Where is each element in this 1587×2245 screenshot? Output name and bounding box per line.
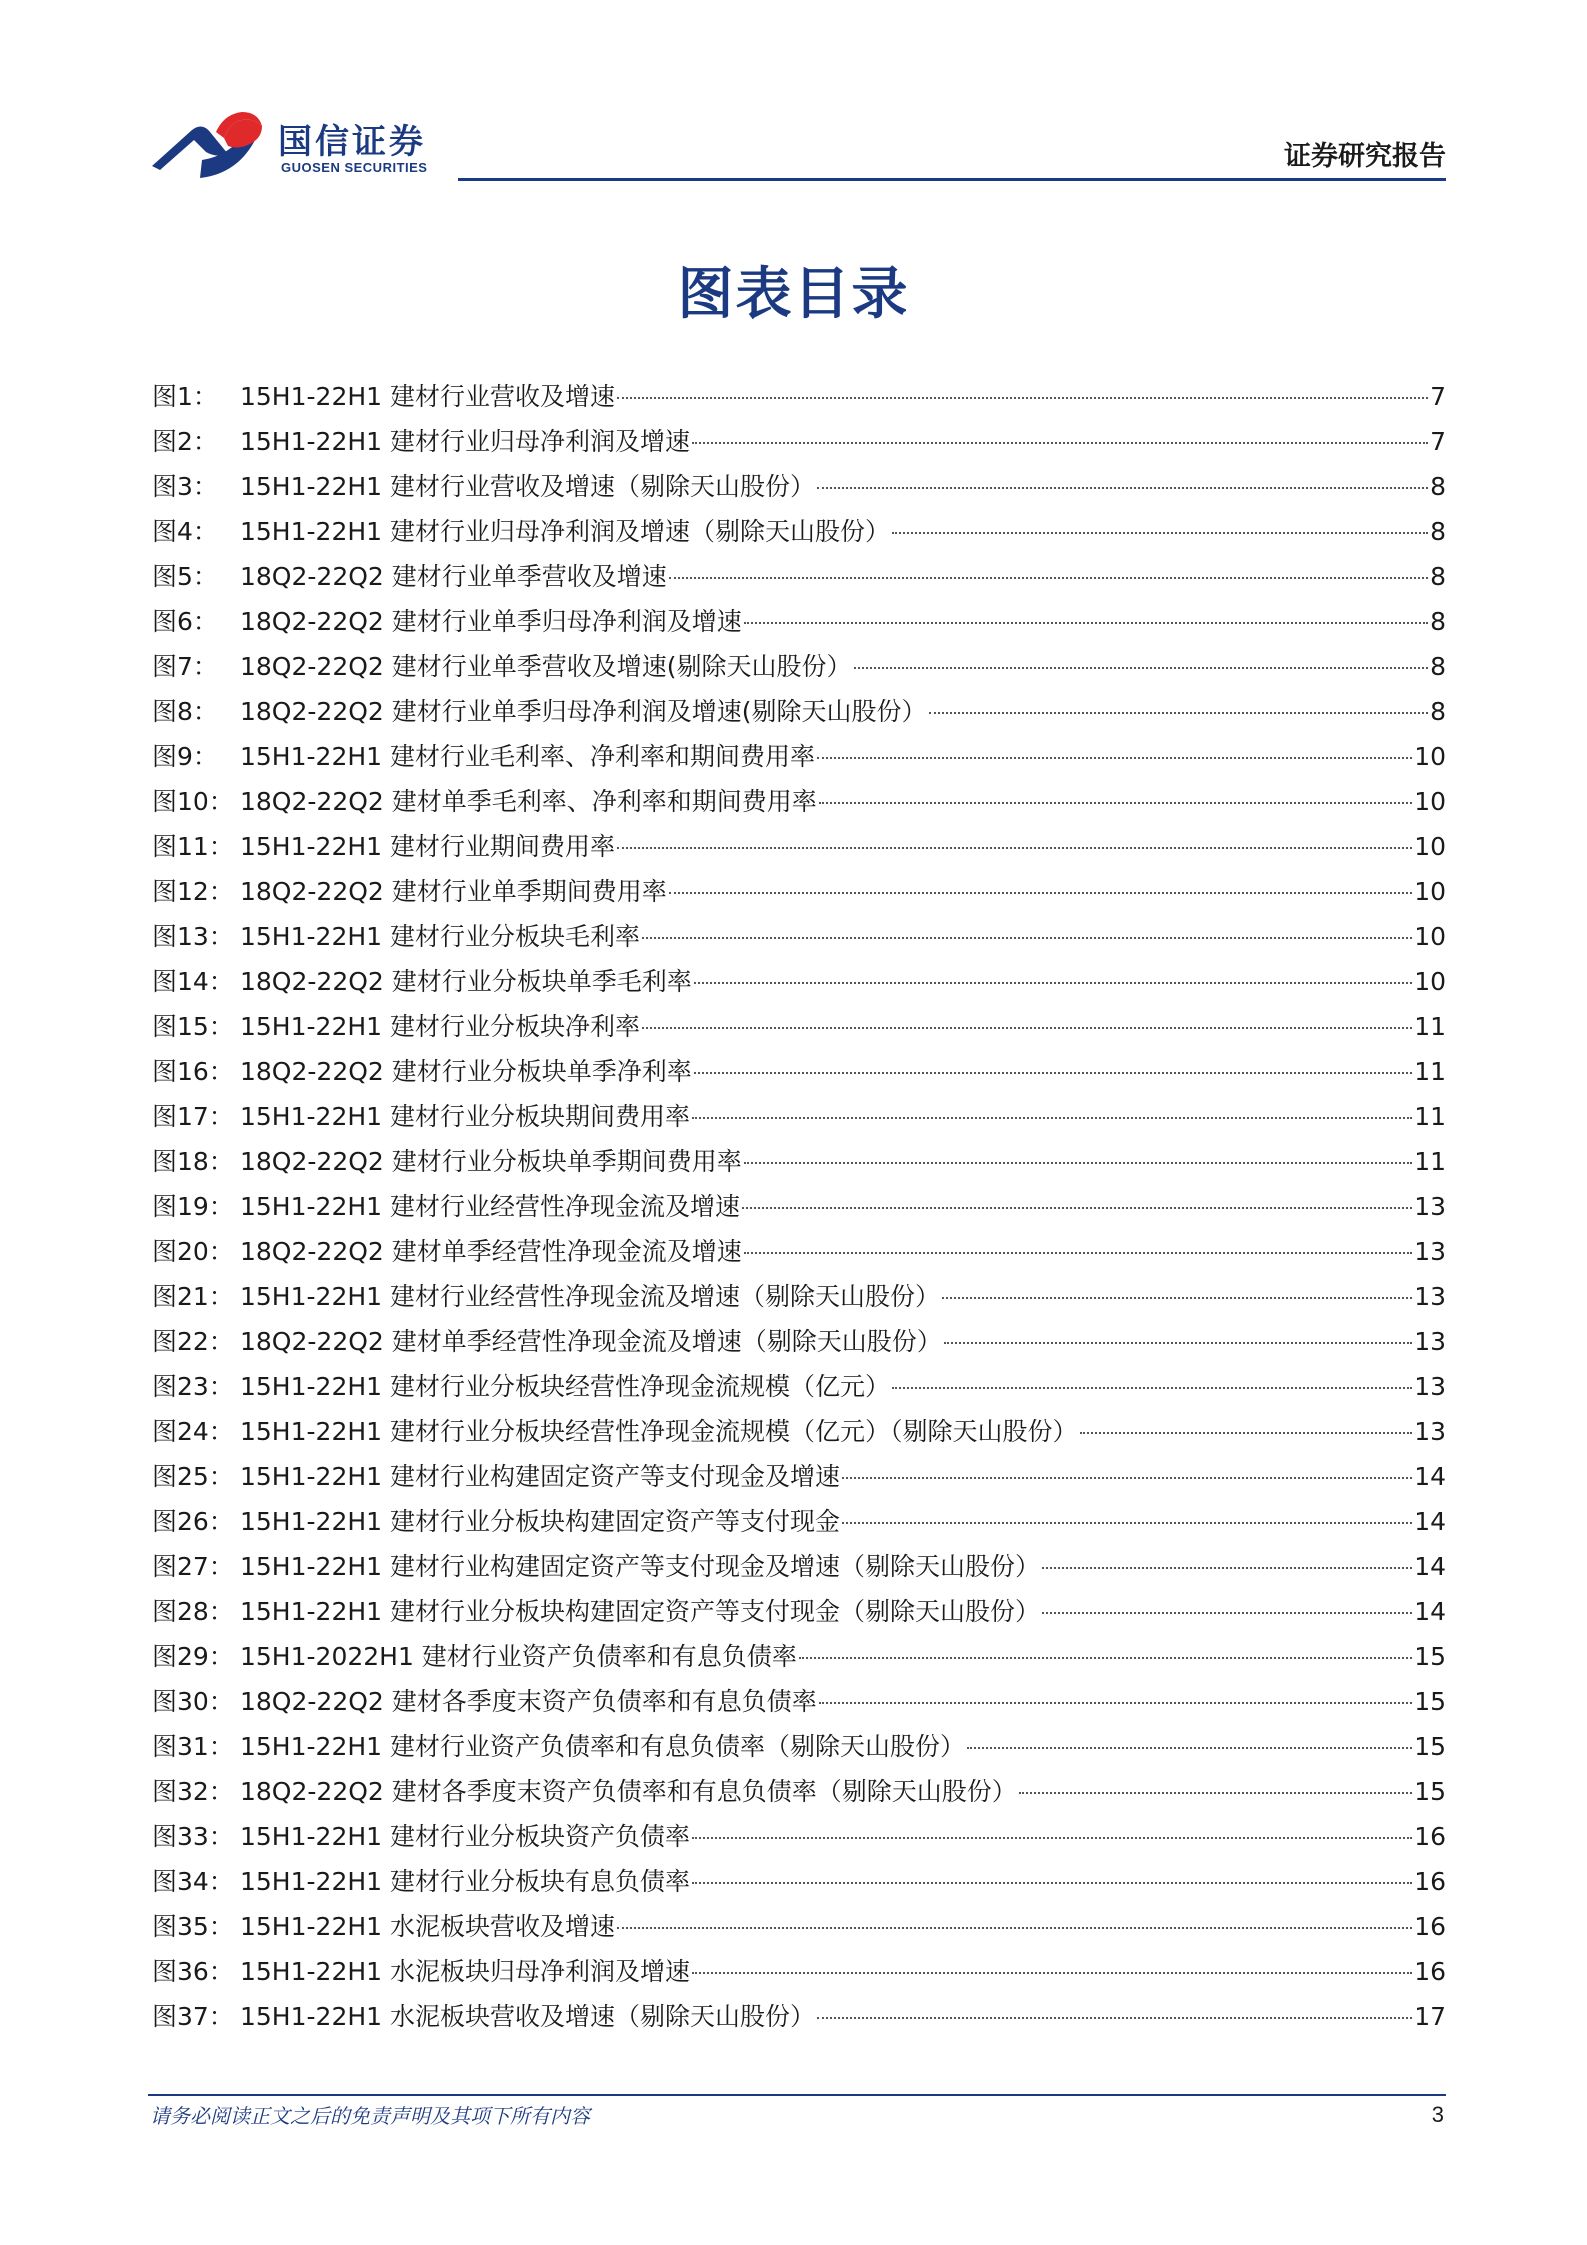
toc-entry-label: 图8： [152, 697, 218, 726]
toc-dot-leader [692, 1971, 1412, 1974]
toc-entry-title: 15H1-22H1 水泥板块营收及增速（剔除天山股份） [240, 2002, 816, 2031]
toc-entry-page: 7 [1430, 427, 1446, 456]
toc-entry[interactable] [152, 1364, 1446, 1409]
toc-entry[interactable] [152, 1814, 1446, 1859]
toc-entry-page: 13 [1414, 1372, 1446, 1401]
toc-dot-leader [669, 576, 1428, 579]
toc-entry-page: 16 [1414, 1957, 1446, 1986]
toc-entry-page: 8 [1430, 517, 1446, 546]
toc-entry-page: 11 [1414, 1057, 1446, 1086]
toc-entry-label: 图19： [152, 1192, 234, 1221]
toc-entry[interactable] [152, 914, 1446, 959]
toc-dot-leader [799, 1656, 1412, 1659]
toc-dot-leader [744, 1161, 1412, 1164]
toc-entry[interactable] [152, 554, 1446, 599]
toc-entry-title: 18Q2-22Q2 建材行业单季归母净利润及增速 [240, 607, 742, 636]
toc-dot-leader [1042, 1566, 1412, 1569]
toc-entry-page: 11 [1414, 1102, 1446, 1131]
toc-entry-page: 8 [1430, 607, 1446, 636]
logo-english-name: GUOSEN SECURITIES [281, 160, 428, 175]
toc-entry-title: 15H1-22H1 建材行业归母净利润及增速 [240, 427, 691, 456]
toc-entry-label: 图23： [152, 1372, 234, 1401]
toc-entry-label: 图36： [152, 1957, 234, 1986]
toc-entry-title: 15H1-2022H1 建材行业资产负债率和有息负债率 [240, 1642, 797, 1671]
toc-entry-page: 11 [1414, 1147, 1446, 1176]
toc-entry-title: 18Q2-22Q2 建材单季经营性净现金流及增速（剔除天山股份） [240, 1327, 942, 1356]
toc-entry-title: 18Q2-22Q2 建材行业分板块单季期间费用率 [240, 1147, 742, 1176]
header-divider [458, 178, 1446, 181]
toc-entry[interactable] [152, 1544, 1446, 1589]
toc-entry-title: 15H1-22H1 建材行业分板块构建固定资产等支付现金（剔除天山股份） [240, 1597, 1041, 1626]
toc-entry[interactable] [152, 1859, 1446, 1904]
toc-dot-leader [892, 531, 1428, 534]
toc-entry[interactable] [152, 1184, 1446, 1229]
toc-entry-label: 图21： [152, 1282, 234, 1311]
toc-entry[interactable] [152, 734, 1446, 779]
toc-dot-leader [669, 891, 1412, 894]
toc-dot-leader [744, 1251, 1412, 1254]
toc-entry-page: 17 [1414, 2002, 1446, 2031]
toc-entry-page: 13 [1414, 1282, 1446, 1311]
toc-dot-leader [817, 756, 1412, 759]
toc-entry[interactable] [152, 869, 1446, 914]
toc-entry-label: 图10： [152, 787, 234, 816]
toc-entry-title: 18Q2-22Q2 建材行业单季营收及增速(剔除天山股份） [240, 652, 852, 681]
toc-entry[interactable] [152, 374, 1446, 419]
toc-entry-page: 14 [1414, 1597, 1446, 1626]
toc-entry-label: 图1： [152, 382, 218, 411]
toc-entry[interactable] [152, 1499, 1446, 1544]
toc-entry[interactable] [152, 689, 1446, 734]
toc-entry-label: 图14： [152, 967, 234, 996]
toc-entry[interactable] [152, 509, 1446, 554]
toc-entry-title: 15H1-22H1 建材行业分板块毛利率 [240, 922, 641, 951]
toc-entry-page: 10 [1414, 742, 1446, 771]
toc-entry-page: 14 [1414, 1552, 1446, 1581]
toc-entry-title: 18Q2-22Q2 建材行业单季期间费用率 [240, 877, 667, 906]
toc-dot-leader [642, 1026, 1412, 1029]
toc-dot-leader [1080, 1431, 1413, 1434]
toc-entry-page: 8 [1430, 697, 1446, 726]
toc-entry-label: 图29： [152, 1642, 234, 1671]
toc-entry-page: 15 [1414, 1777, 1446, 1806]
toc-entry[interactable] [152, 1409, 1446, 1454]
toc-entry[interactable] [152, 1904, 1446, 1949]
footer-divider [148, 2094, 1446, 2096]
toc-entry-title: 15H1-22H1 建材行业分板块经营性净现金流规模（亿元） [240, 1372, 891, 1401]
toc-entry[interactable] [152, 779, 1446, 824]
toc-entry-title: 18Q2-22Q2 建材各季度末资产负债率和有息负债率（剔除天山股份） [240, 1777, 1017, 1806]
toc-dot-leader [617, 396, 1428, 399]
toc-entry-label: 图27： [152, 1552, 234, 1581]
toc-entry-label: 图33： [152, 1822, 234, 1851]
toc-entry-label: 图32： [152, 1777, 234, 1806]
toc-dot-leader [817, 2016, 1412, 2019]
toc-dot-leader [854, 666, 1429, 669]
toc-dot-leader [617, 846, 1412, 849]
toc-entry-page: 10 [1414, 832, 1446, 861]
toc-entry[interactable] [152, 1769, 1446, 1814]
toc-entry-page: 7 [1430, 382, 1446, 411]
toc-entry[interactable] [152, 1319, 1446, 1364]
report-type-label: 证券研究报告 [1284, 141, 1446, 172]
toc-entry-label: 图6： [152, 607, 218, 636]
toc-entry[interactable] [152, 464, 1446, 509]
page-title: 图表目录 [677, 262, 910, 327]
toc-entry-page: 10 [1414, 922, 1446, 951]
figure-toc-list [152, 374, 1446, 2039]
toc-entry-page: 15 [1414, 1642, 1446, 1671]
toc-dot-leader [819, 1701, 1412, 1704]
toc-entry-page: 13 [1414, 1237, 1446, 1266]
toc-entry-page: 13 [1414, 1192, 1446, 1221]
toc-dot-leader [967, 1746, 1412, 1749]
toc-entry-title: 18Q2-22Q2 建材各季度末资产负债率和有息负债率 [240, 1687, 817, 1716]
toc-entry-page: 8 [1430, 562, 1446, 591]
toc-entry-title: 18Q2-22Q2 建材单季经营性净现金流及增速 [240, 1237, 742, 1266]
toc-entry-page: 13 [1414, 1417, 1446, 1446]
toc-dot-leader [892, 1386, 1412, 1389]
toc-dot-leader [929, 711, 1429, 714]
toc-dot-leader [1019, 1791, 1412, 1794]
toc-entry[interactable] [152, 1049, 1446, 1094]
toc-entry-title: 15H1-22H1 建材行业经营性净现金流及增速（剔除天山股份） [240, 1282, 941, 1311]
toc-dot-leader [942, 1296, 1412, 1299]
toc-entry-label: 图13： [152, 922, 234, 951]
guosen-logo-icon [150, 108, 268, 184]
toc-entry-label: 图37： [152, 2002, 234, 2031]
toc-dot-leader [744, 621, 1428, 624]
toc-dot-leader [694, 1071, 1412, 1074]
toc-dot-leader [692, 441, 1428, 444]
toc-entry-label: 图9： [152, 742, 218, 771]
toc-entry-label: 图12： [152, 877, 234, 906]
toc-entry-title: 15H1-22H1 水泥板块营收及增速 [240, 1912, 616, 1941]
toc-entry[interactable] [152, 1634, 1446, 1679]
toc-entry-title: 18Q2-22Q2 建材行业单季归母净利润及增速(剔除天山股份） [240, 697, 927, 726]
toc-entry[interactable] [152, 1004, 1446, 1049]
toc-entry-label: 图5： [152, 562, 218, 591]
toc-entry[interactable] [152, 1454, 1446, 1499]
toc-entry[interactable] [152, 959, 1446, 1004]
toc-entry[interactable] [152, 1139, 1446, 1184]
footer-disclaimer: 请务必阅读正文之后的免责声明及其项下所有内容 [150, 2104, 590, 2128]
toc-entry[interactable] [152, 1724, 1446, 1769]
toc-entry-label: 图35： [152, 1912, 234, 1941]
toc-entry[interactable] [152, 1094, 1446, 1139]
toc-entry-page: 10 [1414, 877, 1446, 906]
toc-entry-title: 18Q2-22Q2 建材单季毛利率、净利率和期间费用率 [240, 787, 817, 816]
toc-dot-leader [692, 1881, 1412, 1884]
toc-entry[interactable] [152, 644, 1446, 689]
toc-entry[interactable] [152, 1589, 1446, 1634]
toc-entry-title: 15H1-22H1 建材行业分板块有息负债率 [240, 1867, 691, 1896]
toc-entry-label: 图31： [152, 1732, 234, 1761]
toc-entry-title: 15H1-22H1 建材行业分板块构建固定资产等支付现金 [240, 1507, 841, 1536]
toc-entry-label: 图17： [152, 1102, 234, 1131]
toc-entry-label: 图18： [152, 1147, 234, 1176]
toc-entry-title: 15H1-22H1 建材行业营收及增速 [240, 382, 616, 411]
toc-entry-page: 16 [1414, 1912, 1446, 1941]
toc-dot-leader [692, 1836, 1412, 1839]
toc-entry-page: 10 [1414, 967, 1446, 996]
toc-entry-label: 图3： [152, 472, 218, 501]
toc-entry-title: 15H1-22H1 建材行业构建固定资产等支付现金及增速（剔除天山股份） [240, 1552, 1041, 1581]
toc-entry[interactable] [152, 1949, 1446, 1994]
toc-entry-title: 15H1-22H1 建材行业营收及增速（剔除天山股份） [240, 472, 816, 501]
toc-entry[interactable] [152, 1274, 1446, 1319]
page-header [150, 108, 1446, 184]
toc-entry[interactable] [152, 599, 1446, 644]
toc-entry-title: 15H1-22H1 建材行业分板块净利率 [240, 1012, 641, 1041]
toc-entry-page: 15 [1414, 1687, 1446, 1716]
toc-entry-title: 15H1-22H1 建材行业毛利率、净利率和期间费用率 [240, 742, 816, 771]
toc-dot-leader [842, 1521, 1412, 1524]
toc-entry-page: 8 [1430, 652, 1446, 681]
logo-chinese-name: 国信证券 [278, 122, 426, 162]
toc-entry-title: 15H1-22H1 建材行业分板块资产负债率 [240, 1822, 691, 1851]
toc-dot-leader [694, 981, 1412, 984]
toc-entry[interactable] [152, 1994, 1446, 2039]
toc-entry-title: 18Q2-22Q2 建材行业分板块单季净利率 [240, 1057, 692, 1086]
toc-entry-label: 图7： [152, 652, 218, 681]
toc-entry[interactable] [152, 1679, 1446, 1724]
toc-dot-leader [692, 1116, 1412, 1119]
toc-entry-title: 15H1-22H1 建材行业经营性净现金流及增速 [240, 1192, 741, 1221]
toc-entry-label: 图4： [152, 517, 218, 546]
toc-entry-page: 8 [1430, 472, 1446, 501]
toc-entry-title: 15H1-22H1 建材行业分板块期间费用率 [240, 1102, 691, 1131]
toc-dot-leader [742, 1206, 1412, 1209]
toc-entry-label: 图24： [152, 1417, 234, 1446]
toc-entry-page: 16 [1414, 1822, 1446, 1851]
toc-entry-title: 15H1-22H1 水泥板块归母净利润及增速 [240, 1957, 691, 1986]
toc-dot-leader [617, 1926, 1412, 1929]
toc-dot-leader [1042, 1611, 1412, 1614]
toc-dot-leader [817, 486, 1428, 489]
toc-entry-page: 14 [1414, 1462, 1446, 1491]
toc-dot-leader [819, 801, 1412, 804]
toc-entry-label: 图22： [152, 1327, 234, 1356]
toc-entry-page: 13 [1414, 1327, 1446, 1356]
toc-entry-label: 图25： [152, 1462, 234, 1491]
toc-entry-title: 18Q2-22Q2 建材行业单季营收及增速 [240, 562, 667, 591]
toc-entry-label: 图34： [152, 1867, 234, 1896]
toc-entry[interactable] [152, 419, 1446, 464]
toc-entry-label: 图20： [152, 1237, 234, 1266]
toc-entry-label: 图26： [152, 1507, 234, 1536]
toc-entry-label: 图15： [152, 1012, 234, 1041]
toc-entry-title: 18Q2-22Q2 建材行业分板块单季毛利率 [240, 967, 692, 996]
toc-entry-label: 图11： [152, 832, 234, 861]
toc-entry-title: 15H1-22H1 建材行业分板块经营性净现金流规模（亿元）（剔除天山股份） [240, 1417, 1078, 1446]
toc-dot-leader [642, 936, 1412, 939]
toc-entry-page: 14 [1414, 1507, 1446, 1536]
toc-entry-title: 15H1-22H1 建材行业归母净利润及增速（剔除天山股份） [240, 517, 891, 546]
toc-dot-leader [842, 1476, 1412, 1479]
toc-entry[interactable] [152, 824, 1446, 869]
toc-entry-page: 11 [1414, 1012, 1446, 1041]
toc-entry-page: 16 [1414, 1867, 1446, 1896]
toc-entry-page: 15 [1414, 1732, 1446, 1761]
toc-dot-leader [944, 1341, 1412, 1344]
toc-entry-title: 15H1-22H1 建材行业期间费用率 [240, 832, 616, 861]
toc-entry-label: 图30： [152, 1687, 234, 1716]
toc-entry-title: 15H1-22H1 建材行业构建固定资产等支付现金及增速 [240, 1462, 841, 1491]
toc-entry-page: 10 [1414, 787, 1446, 816]
toc-entry-label: 图16： [152, 1057, 234, 1086]
toc-entry-label: 图28： [152, 1597, 234, 1626]
toc-entry-label: 图2： [152, 427, 218, 456]
page-number: 3 [1431, 2102, 1444, 2127]
toc-entry[interactable] [152, 1229, 1446, 1274]
toc-entry-title: 15H1-22H1 建材行业资产负债率和有息负债率（剔除天山股份） [240, 1732, 966, 1761]
